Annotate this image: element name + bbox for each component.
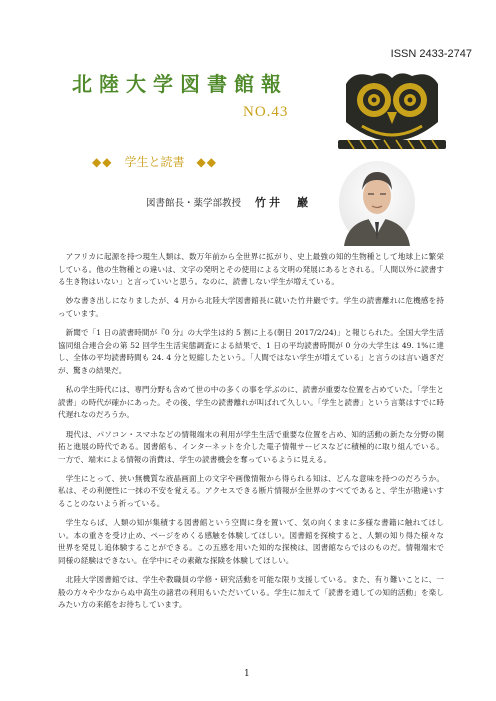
paragraph: 学生にとって、狭い無機質な液晶画面上の文字や画像情報から得られる知は、どんな意味を持つのだろうか。私は、その利便性に一抹の不安を覚える。アクセスできる断片情報が全世界のすべてであると、学生が勘違いすることのないよう祈っている。 xyxy=(58,473,444,509)
issn-number: ISSN 2433-2747 xyxy=(390,48,472,60)
paragraph: 現代は、パソコン・スマホなどの情報端末の利用が学生生活で重要な位置を占め、知的活動の新たな分野の開拓と進展の時代である。図書館も、インターネットを介した電子情報サービスなどに積極的に取り組んでいる。一方で、端末による情報の消費は、学生の読書機会を奪っているように見える。 xyxy=(58,429,444,464)
bulletin-title: 北陸大学図書館報 xyxy=(72,72,288,96)
paragraph: 学生ならば、人類の知が集積する図書館という空間に身を置いて、気の向くままに多様な書籍に触れてほしい。本の重さを受け止め、ページをめくる感触を体験してほしい。図書館を探検すると、人類の知り得た様々な世界を発見し追体験することができる。この五感を用いた知的な探検は、図書館ならではのものだ。情報端末で同様の経験はできない。在学中にその素敵な探険を体験してほしい。 xyxy=(58,518,444,566)
paragraph: アフリカに起源を持つ現生人類は、数万年前から全世界に拡がり、史上最強の知的生物種として地球上に繁栄している。他の生物種との違いは、文字の発明とその使用による文明の発展にあるとされる。「人間以外に読書する生き物はいない」と言っていいと思う。なのに、読書しない学生が増えている。 xyxy=(58,252,444,287)
article-body xyxy=(58,251,444,619)
paragraph: 北陸大学図書館では、学生や教職員の学修・研究活動を可能な限り支援している。また、有り難いことに、一般の方々や少なからぬ中高生の諸君の利用もいただいている。学生に加えて「読書を通しての知的活動」を楽しみたい方の来館をお待ちしています。 xyxy=(58,575,444,610)
issue-number: NO.43 xyxy=(243,104,289,120)
heading-diamonds-right: ◆◆ xyxy=(196,155,217,169)
page-number: 1 xyxy=(244,669,250,679)
paragraph: 妙な書き出しになりましたが、4 月から北陸大学図書館長に就いた竹井巖です。学生の読書離れに危機感を持っています。 xyxy=(58,296,444,318)
author-portrait xyxy=(338,160,416,246)
author-line xyxy=(146,194,311,210)
author-role: 図書館長・薬学部教授 xyxy=(146,198,242,209)
owl-logo-icon xyxy=(332,68,452,154)
paragraph: 私の学生時代には、専門分野も含めて世の中の多くの事を学ぶのに、読書が重要な位置を占めていた。「学生と読書」の時代が確かにあった。その後、学生の読書離れが叫ばれて久しい。「学生と読書」という言葉はすでに時代遅れなのだろうか。 xyxy=(58,385,444,420)
section-heading xyxy=(92,153,217,170)
paragraph: 新聞で「1 日の読書時間が『0 分』の大学生は約 5 割に上る(朝日 2017/2/24)」と報じられた。全国大学生活協同組合連合会の第 52 回学生生活実態調査による結果で、1 日の平均読書時間が 0 分の大学生は 49. 1%に達し、全体の平均読書時間も 24. 4 分と短縮したという。「人間ではない学生が増えている」と言うのは言い過ぎだが、驚きの結果だ。 xyxy=(58,328,444,375)
author-name: 竹井 巖 xyxy=(255,196,312,209)
heading-diamonds-left: ◆◆ xyxy=(92,155,113,169)
section-title: 学生と読書 xyxy=(124,155,185,169)
